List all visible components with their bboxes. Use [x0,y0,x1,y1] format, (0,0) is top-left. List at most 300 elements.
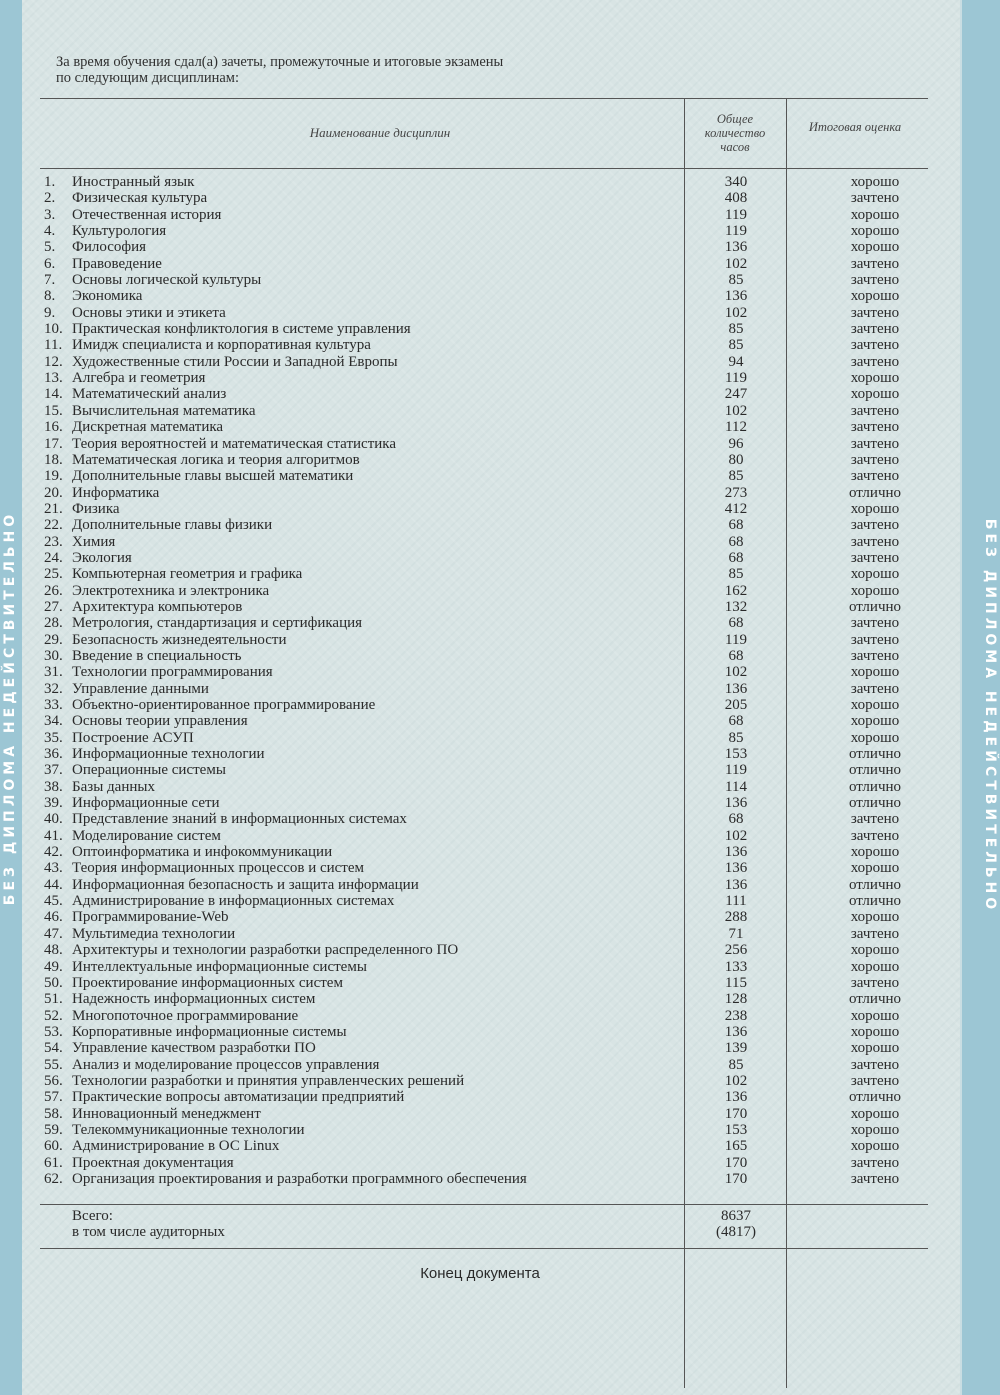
grade-value: отлично [848,876,902,893]
hours-value: 68 [728,811,744,828]
body-bottom-rule [40,1204,928,1205]
total-hours: 8637 [721,1208,751,1224]
table-row [0,207,960,223]
row-number: 16. [44,419,63,436]
table-row [0,860,960,876]
grade-value: хорошо [850,1105,900,1122]
row-number: 28. [44,615,63,632]
discipline-name: Проектирование информационных систем [72,974,343,991]
hours-value: 114 [725,778,747,795]
header-hours: Общее количество часов [704,112,766,154]
grade-value: зачтено [850,468,900,485]
table-row [0,1073,960,1089]
grade-value: зачтено [850,337,900,354]
row-number: 49. [44,958,63,975]
hours-value: 102 [724,664,748,681]
intro-line-1: За время обучения сдал(а) зачеты, промежуточные и итоговые экзамены [56,54,504,70]
discipline-name: Правоведение [72,255,162,272]
discipline-name: Дополнительные главы высшей математики [72,468,354,485]
row-number: 45. [44,893,63,910]
discipline-name: Многопоточное программирование [72,1007,299,1024]
row-number: 26. [44,582,63,599]
hours-value: 136 [724,876,748,893]
row-number: 9. [44,304,56,321]
hours-value: 85 [728,1056,744,1073]
discipline-name: Построение АСУП [72,729,194,746]
hours-value: 85 [728,337,744,354]
row-number: 2. [44,190,56,207]
grade-value: зачтено [850,272,900,289]
discipline-name: Архитектура компьютеров [72,598,243,615]
hours-value: 94 [728,353,744,370]
row-number: 43. [44,860,63,877]
table-row [0,370,960,386]
row-number: 15. [44,402,63,419]
discipline-name: Безопасность жизнедеятельности [72,631,287,648]
table-row [0,583,960,599]
grade-value: зачтено [850,647,900,664]
hours-value: 170 [724,1105,748,1122]
grade-value: отлично [848,778,902,795]
auditory-hours: (4817) [716,1224,756,1240]
watermark-left: БЕЗ ДИПЛОМА НЕДЕЙСТВИТЕЛЬНО [2,510,18,906]
hours-value: 153 [724,1121,748,1138]
discipline-name: Технологии программирования [72,664,273,681]
discipline-name: Математический анализ [72,386,227,403]
row-number: 29. [44,631,63,648]
grade-value: хорошо [850,1121,900,1138]
table-row [0,697,960,713]
row-number: 8. [44,288,56,305]
table-top-rule [40,98,928,99]
row-number: 33. [44,697,63,713]
end-of-document: Конец документа [420,1265,540,1282]
table-row [0,762,960,778]
hours-value: 136 [724,844,748,861]
discipline-name: Администрирование в информационных системах [72,893,395,910]
table-row [0,436,960,452]
grade-value: зачтено [850,402,900,419]
row-number: 41. [44,827,63,844]
discipline-name: Имидж специалиста и корпоративная культура [72,337,371,354]
grade-value: зачтено [850,811,900,828]
discipline-name: Философия [72,239,147,256]
hours-value: 119 [725,762,747,779]
grade-value: отлично [848,598,902,615]
table-row [0,419,960,435]
row-number: 31. [44,664,63,681]
hours-value: 112 [725,419,747,436]
row-number: 4. [44,223,56,240]
total-label: Всего: [72,1208,113,1224]
hours-value: 68 [728,517,744,534]
table-row [0,795,960,811]
table-row [0,615,960,631]
row-number: 17. [44,435,63,452]
discipline-name: Объектно-ориентированное программирование [72,697,376,713]
table-row [0,975,960,991]
row-number: 6. [44,255,56,272]
header-grade: Итоговая оценка [808,120,902,134]
header-discipline: Наименование дисциплин [309,125,451,140]
row-number: 46. [44,909,63,926]
discipline-name: Управление данными [72,680,209,697]
discipline-name: Корпоративные информационные системы [72,1023,347,1040]
hours-value: 102 [724,255,748,272]
table-row [0,223,960,239]
intro-text [56,54,503,86]
table-row [0,991,960,1007]
table-row [0,239,960,255]
row-number: 1. [44,174,56,190]
discipline-name: Дополнительные главы физики [72,517,273,534]
table-row [0,305,960,321]
discipline-name: Информатика [72,484,160,501]
row-number: 11. [44,337,63,354]
hours-value: 128 [724,991,748,1008]
grade-value: хорошо [850,223,900,240]
hours-value: 102 [724,304,748,321]
table-row [0,713,960,729]
row-number: 14. [44,386,63,403]
row-number: 27. [44,598,63,615]
row-number: 10. [44,321,63,338]
hours-value: 412 [724,500,748,517]
grade-value: зачтено [850,925,900,942]
table-row [0,893,960,909]
grade-value: хорошо [850,174,900,190]
table-row [0,599,960,615]
row-number: 59. [44,1121,63,1138]
table-row [0,1106,960,1122]
grade-value: зачтено [850,680,900,697]
discipline-name: Отечественная история [72,206,222,223]
discipline-name: Дискретная математика [72,419,224,436]
hours-value: 85 [728,729,744,746]
grade-value: хорошо [850,1023,900,1040]
table-row [0,746,960,762]
discipline-name: Телекоммуникационные технологии [72,1121,305,1138]
grade-value: зачтено [850,304,900,321]
row-number: 56. [44,1072,63,1089]
discipline-name: Инновационный менеджмент [72,1105,261,1122]
grade-value: хорошо [850,844,900,861]
discipline-name: Информационные технологии [72,746,265,763]
table-row [0,1024,960,1040]
discipline-name: Практическая конфликтология в системе управления [72,321,411,338]
row-number: 35. [44,729,63,746]
row-number: 19. [44,468,63,485]
table-row [0,844,960,860]
hours-value: 96 [728,435,744,452]
hours-value: 132 [724,598,748,615]
hours-value: 68 [728,713,744,730]
discipline-name: Вычислительная математика [72,402,256,419]
hours-value: 273 [724,484,748,501]
discipline-name: Архитектуры и технологии разработки распределенного ПО [72,942,459,959]
row-number: 42. [44,844,63,861]
table-row [0,828,960,844]
grade-value: отлично [848,484,902,501]
row-number: 3. [44,206,56,223]
row-number: 40. [44,811,63,828]
table-row [0,730,960,746]
grade-value: зачтено [850,1056,900,1073]
discipline-name: Теория вероятностей и математическая статистика [72,435,396,452]
discipline-name: Экономика [72,288,143,305]
grade-value: хорошо [850,206,900,223]
grade-value: хорошо [850,239,900,256]
discipline-name: Культурология [72,223,167,240]
discipline-name: Физическая культура [72,190,208,207]
table-row [0,452,960,468]
table-row [0,664,960,680]
table-row [0,272,960,288]
grade-value: зачтено [850,435,900,452]
table-row [0,1089,960,1105]
discipline-name: Практические вопросы автоматизации предприятий [72,1089,405,1106]
row-number: 20. [44,484,63,501]
row-number: 34. [44,713,63,730]
row-number: 50. [44,974,63,991]
discipline-name: Администрирование в ОС Linux [72,1138,280,1155]
grade-value: зачтено [850,533,900,550]
grade-value: хорошо [850,500,900,517]
table-row [0,681,960,697]
discipline-name: Основы этики и этикета [72,304,226,321]
hours-value: 162 [724,582,748,599]
row-number: 52. [44,1007,63,1024]
grade-value: отлично [848,893,902,910]
discipline-name: Программирование-Web [72,909,229,926]
row-number: 62. [44,1170,63,1187]
row-number: 23. [44,533,63,550]
hours-value: 288 [724,909,748,926]
table-row [0,1171,960,1187]
table-row [0,1155,960,1171]
hours-value: 119 [725,631,747,648]
row-number: 58. [44,1105,63,1122]
row-number: 36. [44,746,63,763]
hours-value: 68 [728,549,744,566]
grade-value: зачтено [850,451,900,468]
hours-value: 85 [728,321,744,338]
row-number: 48. [44,942,63,959]
discipline-name: Художественные стили России и Западной Европы [72,353,398,370]
row-number: 21. [44,500,63,517]
row-number: 53. [44,1023,63,1040]
grade-value: хорошо [850,942,900,959]
grade-value: зачтено [850,353,900,370]
hours-value: 68 [728,647,744,664]
auditory-label: в том числе аудиторных [72,1224,225,1240]
watermark-right: БЕЗ ДИПЛОМА НЕДЕЙСТВИТЕЛЬНО [982,518,998,914]
table-row [0,534,960,550]
row-number: 38. [44,778,63,795]
row-number: 13. [44,370,63,387]
hours-value: 102 [724,1072,748,1089]
grade-value: хорошо [850,664,900,681]
intro-line-2: по следующим дисциплинам: [56,70,239,86]
grade-value: зачтено [850,631,900,648]
table-row [0,942,960,958]
grade-value: зачтено [850,827,900,844]
row-number: 57. [44,1089,63,1106]
hours-value: 136 [724,795,748,812]
table-row [0,909,960,925]
discipline-name: Основы теории управления [72,713,248,730]
hours-value: 85 [728,272,744,289]
hours-value: 80 [728,451,744,468]
grade-value: отлично [848,746,902,763]
discipline-name: Введение в специальность [72,647,242,664]
discipline-name: Представление знаний в информационных системах [72,811,407,828]
hours-value: 136 [724,239,748,256]
totals-bottom-rule [40,1248,928,1249]
discipline-name: Интеллектуальные информационные системы [72,958,367,975]
discipline-name: Компьютерная геометрия и графика [72,566,303,583]
grade-value: отлично [848,762,902,779]
disciplines-table-body [0,174,960,1187]
hours-value: 408 [724,190,748,207]
discipline-name: Базы данных [72,778,155,795]
discipline-name: Химия [72,533,116,550]
hours-value: 68 [728,533,744,550]
row-number: 24. [44,549,63,566]
grade-value: отлично [848,795,902,812]
row-number: 39. [44,795,63,812]
grade-value: зачтено [850,190,900,207]
discipline-name: Надежность информационных систем [72,991,316,1008]
row-number: 18. [44,451,63,468]
discipline-name: Оптоинформатика и инфокоммуникации [72,844,333,861]
hours-value: 102 [724,827,748,844]
hours-value: 119 [725,223,747,240]
grade-value: зачтено [850,974,900,991]
hours-value: 136 [724,1023,748,1040]
row-number: 60. [44,1138,63,1155]
table-row [0,1057,960,1073]
grade-value: хорошо [850,1040,900,1057]
hours-value: 139 [724,1040,748,1057]
hours-value: 102 [724,402,748,419]
hours-value: 85 [728,566,744,583]
row-number: 44. [44,876,63,893]
discipline-name: Операционные системы [72,762,226,779]
grade-value: хорошо [850,1138,900,1155]
hours-value: 256 [724,942,748,959]
discipline-name: Экология [72,549,132,566]
table-row [0,1008,960,1024]
grade-value: зачтено [850,1154,900,1171]
grade-value: хорошо [850,386,900,403]
row-number: 25. [44,566,63,583]
table-row [0,1122,960,1138]
table-row [0,288,960,304]
discipline-name: Анализ и моделирование процессов управления [72,1056,380,1073]
discipline-name: Физика [72,500,120,517]
table-row [0,959,960,975]
grade-value: хорошо [850,860,900,877]
table-row [0,468,960,484]
hours-value: 340 [724,174,748,190]
discipline-name: Мультимедиа технологии [72,925,236,942]
grade-value: хорошо [850,566,900,583]
table-row [0,485,960,501]
hours-value: 170 [724,1170,748,1187]
hours-value: 119 [725,370,747,387]
row-number: 5. [44,239,56,256]
row-number: 47. [44,925,63,942]
hours-value: 136 [724,680,748,697]
hours-value: 247 [724,386,748,403]
hours-value: 111 [725,893,747,910]
discipline-name: Информационные сети [72,795,220,812]
header-bottom-rule [40,168,928,169]
grade-value: хорошо [850,729,900,746]
hours-value: 170 [724,1154,748,1171]
discipline-name: Технологии разработки и принятия управленческих решений [72,1072,465,1089]
grade-value: зачтено [850,321,900,338]
row-number: 37. [44,762,63,779]
discipline-name: Электротехника и электроника [72,582,270,599]
discipline-name: Метрология, стандартизация и сертификация [72,615,363,632]
hours-value: 205 [724,697,748,713]
hours-value: 68 [728,615,744,632]
hours-value: 238 [724,1007,748,1024]
discipline-name: Управление качеством разработки ПО [72,1040,316,1057]
discipline-name: Основы логической культуры [72,272,262,289]
discipline-name: Иностранный язык [72,174,195,190]
discipline-name: Моделирование систем [72,827,221,844]
row-number: 12. [44,353,63,370]
grade-value: зачтено [850,419,900,436]
table-row [0,566,960,582]
grade-value: зачтено [850,1072,900,1089]
row-number: 32. [44,680,63,697]
grade-value: отлично [848,1089,902,1106]
grade-value: отлично [848,991,902,1008]
grade-value: хорошо [850,288,900,305]
table-row [0,354,960,370]
hours-value: 136 [724,860,748,877]
hours-value: 119 [725,206,747,223]
row-number: 54. [44,1040,63,1057]
table-row [0,403,960,419]
hours-value: 136 [724,288,748,305]
discipline-name: Проектная документация [72,1154,234,1171]
row-number: 30. [44,647,63,664]
grade-value: хорошо [850,909,900,926]
table-row [0,926,960,942]
table-row [0,779,960,795]
grade-value: хорошо [850,370,900,387]
hours-value: 133 [724,958,748,975]
table-row [0,1138,960,1154]
table-row [0,337,960,353]
grade-value: зачтено [850,615,900,632]
grade-value: зачтено [850,255,900,272]
discipline-name: Организация проектирования и разработки программного обеспечения [72,1170,527,1187]
row-number: 22. [44,517,63,534]
table-row [0,256,960,272]
grade-value: зачтено [850,1170,900,1187]
hours-value: 85 [728,468,744,485]
discipline-name: Математическая логика и теория алгоритмов [72,451,360,468]
grade-value: хорошо [850,1007,900,1024]
table-row [0,1040,960,1056]
table-row [0,632,960,648]
